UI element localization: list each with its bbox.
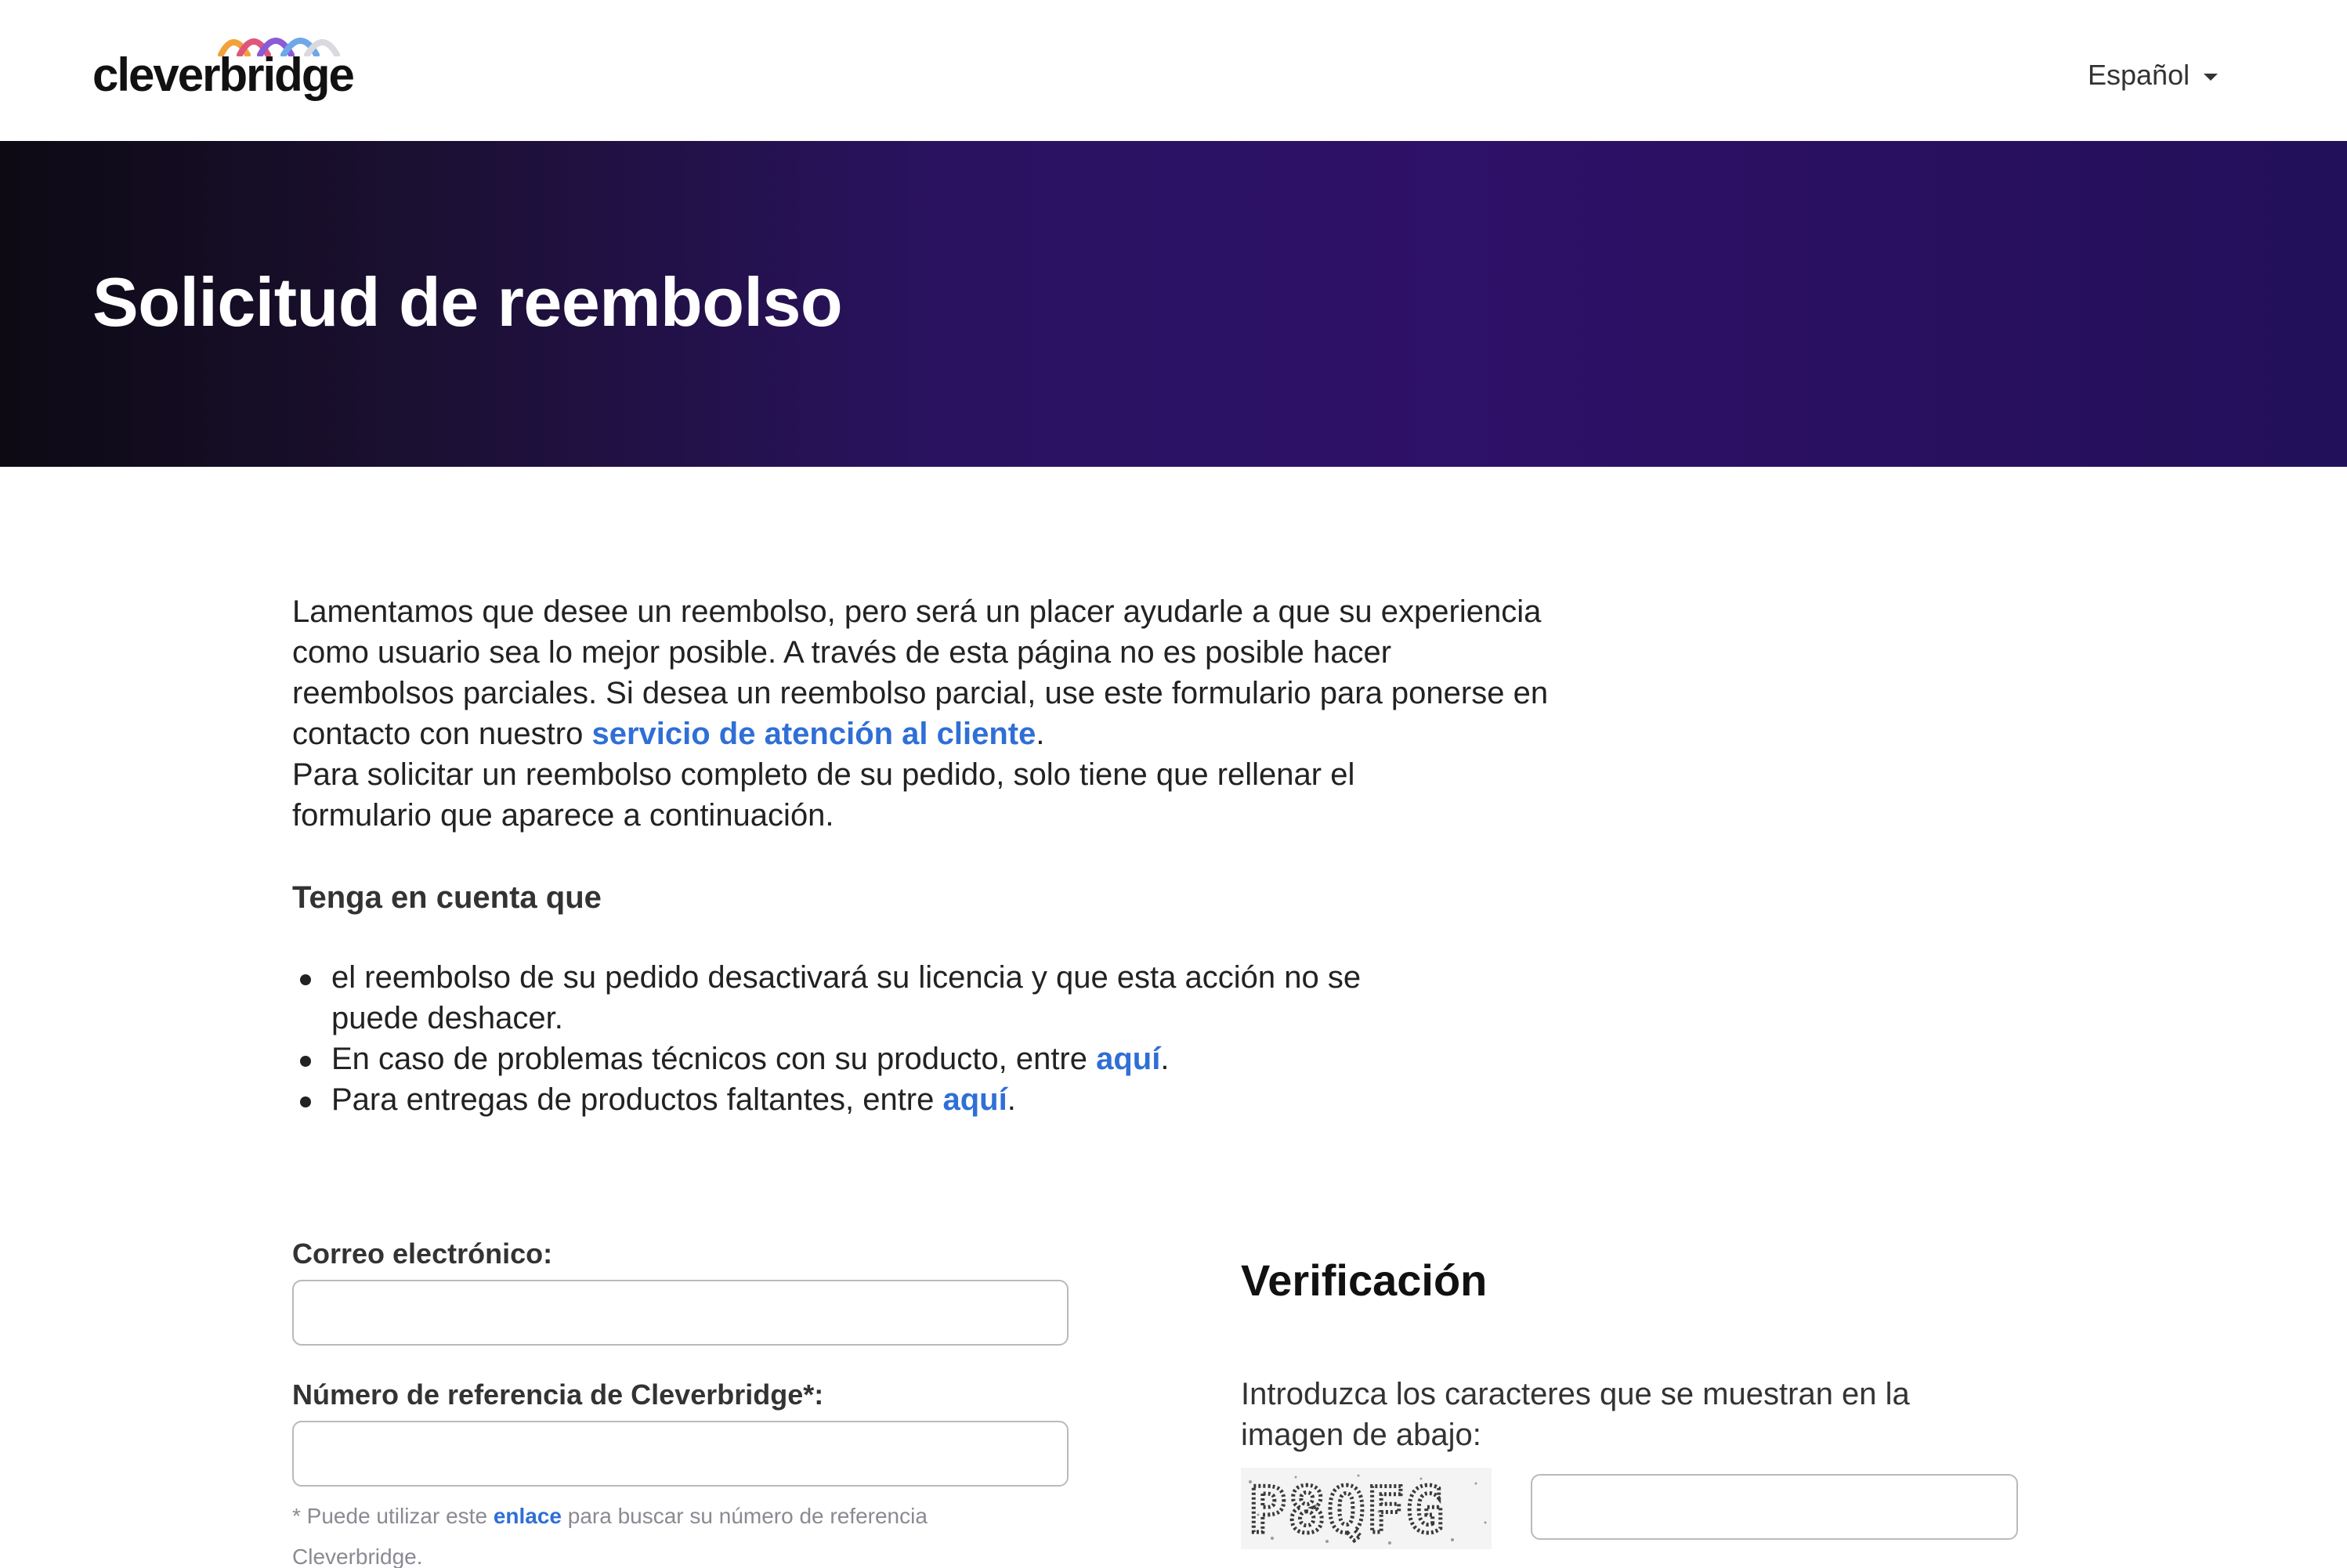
intro-text: Lamentamos que desee un reembolso, pero será un placer ayudarle a que su experiencia como usuario sea lo mejor posible. A través de esta página no es posible hacer reembolsos parciales. Si desea un reembolso parcial, use este formulario para ponerse en contacto con nuestro [292,594,1549,751]
intro-text-end: . [1036,717,1045,751]
intro-paragraph [292,591,1561,836]
verification-instructions: Introduzca los caracteres que se muestran en la imagen de abajo: [1241,1377,1910,1452]
hint-text-end: para buscar su número de referencia Cleverbridge. [292,1504,928,1568]
intro-text-second: Para solicitar un reembolso completo de su pedido, solo tiene que rellenar el formulario que aparece a continuación. [292,757,1355,833]
verification-title: Verificación [1241,1255,1488,1305]
caret-down-icon [2204,74,2218,81]
hero-banner [0,141,2347,467]
page-title: Solicitud de reembolso [92,263,843,341]
captcha-characters: P8QFG [1249,1474,1445,1547]
customer-service-link[interactable]: servicio de atención al cliente [591,717,1036,751]
captcha-input[interactable] [1531,1474,2018,1540]
list-item [292,1039,1546,1079]
captcha-image [1241,1468,1492,1549]
site-header [0,0,2347,141]
reference-lookup-link[interactable]: enlace [493,1504,562,1528]
technical-support-link[interactable]: aquí [1096,1042,1161,1076]
language-label: Español [2088,59,2190,91]
hint-text: * Puede utilizar este [292,1504,494,1528]
reference-hint [292,1496,935,1568]
language-selector[interactable] [2088,58,2218,92]
note-text-technical: En caso de problemas técnicos con su producto, entre [331,1042,1097,1076]
reference-label: Número de referencia de Cleverbridge*: [292,1378,824,1411]
note-suffix: . [1160,1042,1170,1076]
missing-delivery-link[interactable]: aquí [942,1082,1007,1117]
reference-number-field[interactable] [292,1421,1069,1487]
note-text-license: el reembolso de su pedido desactivará su licencia y que esta acción no se puede deshacer. [331,960,1362,1035]
list-item [292,957,1452,1039]
email-label: Correo electrónico: [292,1237,553,1270]
note-suffix: . [1007,1082,1016,1117]
list-item [292,1079,1546,1120]
logo-wordmark: cleverbridge [92,49,353,101]
notes-heading: Tenga en cuenta que [292,880,602,915]
note-text-missing: Para entregas de productos faltantes, entre [331,1082,943,1117]
cleverbridge-logo[interactable] [92,25,351,107]
email-field[interactable] [292,1280,1069,1346]
notes-list [292,957,1546,1120]
